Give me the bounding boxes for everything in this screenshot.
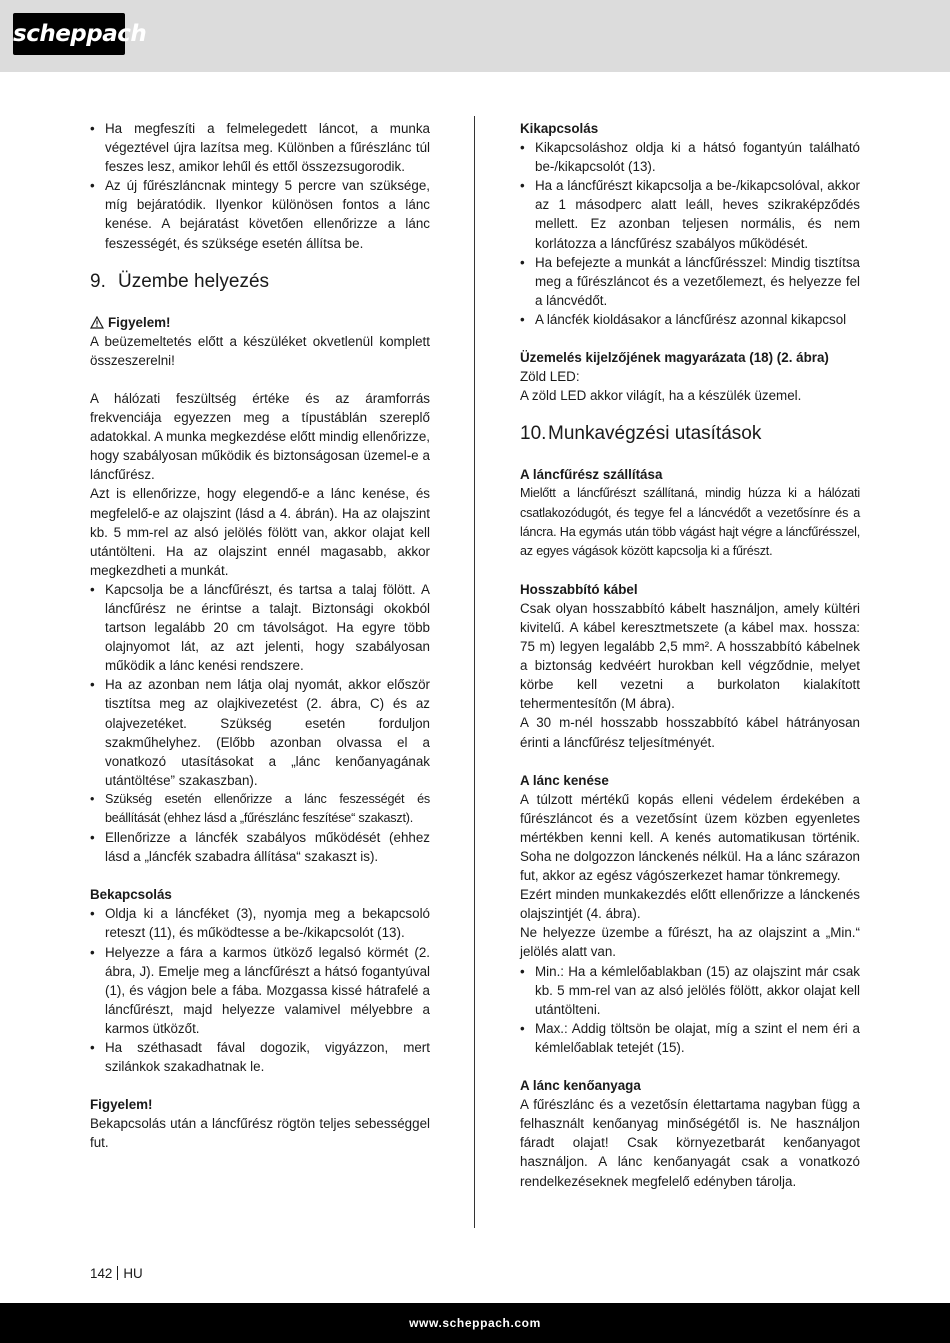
paragraph: A fűrészlánc és a vezetősín élettartama nagyban függ a felhasznált kenőanyag minőségétől is. Ne használjon fáradt olajat! Csak környezetbarát kenőanyagot használjon. A lánc kenőanyagát csak a vonatkozó rendelkezéseknek megfelelő edényben tárolja. xyxy=(520,1097,860,1189)
list-item: • Max.: Addig töltsön be olajat, míg a szint el nem éri a kémlelőablak tetejét (15). xyxy=(520,1019,860,1057)
paragraph: Azt is ellenőrizze, hogy elegendő-e a lánc kenése, és megfelelő-e az olajszint (lásd a 4. ábrán). Ha az olajszint kb. 5 mm-rel az alsó jelölés fölött van, akkor olajat kell utántölteni. Ha az olajszint ennél magasabb, akkor megkezdheti a munkát. xyxy=(90,486,430,578)
subheading-figyelem: Figyelem! xyxy=(90,1097,153,1113)
right-column xyxy=(520,119,860,1191)
scheppach-logo: scheppach xyxy=(13,13,125,55)
list-item: • Ha a láncfűrészt kikapcsolja a be-/kikapcsolóval, akkor az 1 másodperc alatt leáll, heves szikraképződés mellett. Ez azonban teljesen normális, és nem korlátozza a láncfűrész szabályos működését. xyxy=(520,176,860,252)
paragraph: Ne helyezze üzembe a fűrészt, ha az olajszint a „Min.“ jelölés alatt van. xyxy=(520,925,860,960)
warning-text: A beüzemeltetés előtt a készüléket okvetlenül komplett összeszerelni! xyxy=(90,333,430,368)
warning-icon xyxy=(90,316,104,329)
language-code: HU xyxy=(123,1266,143,1281)
subheading-kabel: Hosszabbító kábel xyxy=(520,581,638,597)
section-number: 10. xyxy=(520,423,547,445)
list-item: • Oldja ki a láncféket (3), nyomja meg a bekapcsoló reteszt (11), és működtesse a be-/kikapcsolót (13). xyxy=(90,904,430,942)
list-item: • Ha befejezte a munkát a láncfűrésszel: Mindig tisztítsa meg a fűrészláncot és a vezetőlemezt, és helyezze fel a láncvédőt. xyxy=(520,253,860,310)
website-url[interactable]: www.scheppach.com xyxy=(409,1316,541,1330)
warning-title: Figyelem! xyxy=(108,314,171,330)
subheading-kenes: A lánc kenése xyxy=(520,772,609,788)
page-number-value: 142 xyxy=(90,1266,113,1281)
subheading-bekapcsolas: Bekapcsolás xyxy=(90,887,172,903)
separator xyxy=(117,1266,118,1280)
subheading-kenoanyag: A lánc kenőanyaga xyxy=(520,1078,641,1094)
subheading-szallitas: A láncfűrész szállítása xyxy=(520,467,663,483)
list-item: • Kikapcsoláshoz oldja ki a hátsó fogantyún található be-/kikapcsolót (13). xyxy=(520,138,860,176)
section-title: Üzembe helyezés xyxy=(118,270,270,292)
section-number: 9. xyxy=(90,270,106,292)
list-item: • Ellenőrizze a láncfék szabályos működését (ehhez lásd a „láncfék szabadra állítása“ szakaszt is). xyxy=(90,828,430,866)
paragraph: A 30 m-nél hosszabb hosszabbító kábel hátrányosan érinti a láncfűrész teljesítményét. xyxy=(520,715,860,750)
list-item: • Ha megfeszíti a felmelegedett láncot, a munka végeztével újra lazítsa meg. Különben a fűrészlánc túl feszes lesz, amikor lehűl és ettől összezsugorodik. xyxy=(90,119,430,176)
list-item: • A láncfék kioldásakor a láncfűrész azonnal kikapcsol xyxy=(520,310,860,329)
page-number xyxy=(90,1264,143,1283)
paragraph: A túlzott mértékű kopás elleni védelem érdekében a fűrészláncot és a vezetősínt üzem közben egyenletes mértékben kenni kell. A kenés automatikusan történik. Soha ne dolgozzon lánckenés nélkül. Ha a lánc szárazon fut, akkor az egész vágószerkezet hamar tönkremegy. xyxy=(520,791,860,884)
subheading-led: Üzemelés kijelzőjének magyarázata (18) (2. ábra) xyxy=(520,350,829,366)
section-heading-9 xyxy=(90,270,430,294)
list-item: • Min.: Ha a kémlelőablakban (15) az olajszint már csak kb. 5 mm-rel van az alsó jelölés fölött, akkor olajat kell utántölteni. xyxy=(520,962,860,1019)
section-title: Munkavégzési utasítások xyxy=(548,423,762,445)
column-divider xyxy=(474,116,475,1228)
paragraph: Csak olyan hosszabbító kábelt használjon, amely kültéri kivitelű. A kábel keresztmetszete (a kábel max. hossza: 75 m) legyen legalább 2,5 mm². A hosszabbító kábelnek a biztonság kedvéért hurokban kell végződnie, melyet körbe kell vezetni a burkolaton kialakított tehermentesítőn (M ábra). xyxy=(520,600,860,712)
list-item: • Az új fűrészláncnak mintegy 5 percre van szüksége, míg bejáratódik. Ilyenkor különösen fontos a lánc kenése. A bejáratást követően ellenőrizze a lánc feszességét, és szüksége esetén állítsa be. xyxy=(90,176,430,252)
list-item: • Ha széthasadt fával dogozik, vigyázzon, mert szilánkok szakadhatnak le. xyxy=(90,1038,430,1076)
subheading-kikapcsolas: Kikapcsolás xyxy=(520,121,599,136)
warning-heading xyxy=(90,313,430,332)
left-column xyxy=(90,119,430,1153)
list-item: • Ha az azonban nem látja olaj nyomát, akkor először tisztítsa meg az olajkivezetést (2. ábra, C) és az olajvezetéket. Szükség esetén forduljon szakműhelyhez. (Előbb azonban olvassa el a vonatkozó utasításokat a „lánc kenőanyagának utántöltése” szakaszban). xyxy=(90,675,430,790)
list-item: • Kapcsolja be a láncfűrészt, és tartsa a talaj fölött. A láncfűrész ne érintse a talajt. Biztonsági okokból tartson legalább 20 cm távolságot. Ha egyre több olajnyomot lát, az azt jelenti, hogy szabályosan működik a lánc kenési rendszere. xyxy=(90,580,430,675)
paragraph: Mielőtt a láncfűrészt szállítaná, mindig húzza ki a hálózati csatlakozódugót, és tegye fel a láncvédőt a vezetősínre és a láncra. Ha egymás után több vágást hajt végre a láncfűrésszel, az egyes vágások között kapcsolja ki a fűrészt. xyxy=(520,486,860,558)
list-item: • Szükség esetén ellenőrizze a lánc feszességét és beállítását (ehhez lásd a „fűrészlánc feszítése“ szakaszt). xyxy=(90,790,430,828)
paragraph: A hálózati feszültség értéke és az áramforrás frekvenciája egyezzen meg a típustáblán szereplő adatokkal. A munka megkezdése előtt mindig ellenőrizze, hogy szabályosan működik és biztonságosan üzemel-e a láncfűrész. xyxy=(90,390,430,483)
page-header xyxy=(0,0,950,72)
paragraph: Bekapcsolás után a láncfűrész rögtön teljes sebességgel fut. xyxy=(90,1116,430,1151)
paragraph: Ezért minden munkakezdés előtt ellenőrizze a lánckenés olajszintjét (4. ábra). xyxy=(520,887,860,922)
page-footer xyxy=(0,1303,950,1343)
paragraph: Zöld LED: xyxy=(520,369,580,385)
list-item: • Helyezze a fára a karmos ütköző legalsó körmét (2. ábra, J). Emelje meg a láncfűrészt a hátsó fogantyúval (1), és vágjon bele a fába. Mozgassa kissé hátrafelé a láncfűrészt, majd helyezze valamivel mélyebbre a karmos ütközőt. xyxy=(90,943,430,1038)
paragraph: A zöld LED akkor világít, ha a készülék üzemel. xyxy=(520,388,802,404)
section-heading-10 xyxy=(520,422,860,446)
